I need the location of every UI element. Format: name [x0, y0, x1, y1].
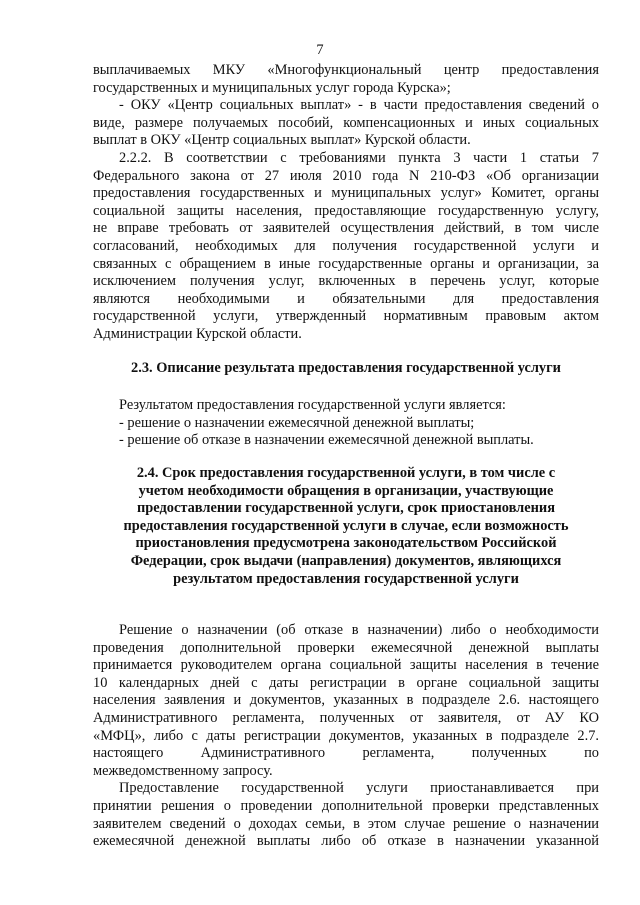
block-result-list — [93, 397, 599, 450]
list-item: - решение об отказе в назначении ежемесячной денежной выплаты. — [119, 432, 534, 449]
text-line: заявителем сведений о доходах семьи, в этом случае решение о назначении — [93, 815, 599, 832]
text-line: Решение о назначении (об отказе в назначении) либо о необходимости — [119, 622, 599, 638]
text-line: населения заявления и документов, указанных в подразделе 2.6. настоящего — [93, 692, 599, 709]
text-line: Администрации Курской области. — [93, 325, 302, 342]
text-line: принимается руководителем органа социальной защиты населения в течение — [93, 657, 599, 674]
text-line: Административного регламента, полученных от заявителя, от АУ КО — [93, 709, 599, 726]
text-line: не вправе требовать от заявителей осуществления действий, в том числе — [93, 220, 599, 237]
text-line: межведомственному запросу. — [93, 762, 273, 779]
text-line: Результатом предоставления государственной услуги является: — [119, 397, 506, 413]
text-line: - ОКУ «Центр социальных выплат» - в части предоставления сведений о — [119, 97, 599, 114]
text-line: «МФЦ», либо с даты регистрации документов, указанных в подразделе 2.7. — [93, 727, 599, 744]
text-line: проведения дополнительной проверки ежемесячной денежной выплаты — [93, 639, 599, 656]
text-line: принятии решения о проведении дополнительной проверки представленных — [93, 797, 599, 814]
heading-line: предоставлении государственной услуги, срок приостановления — [137, 500, 555, 517]
block-decision-terms — [93, 622, 599, 851]
text-line: государственных и муниципальных услуг города Курска»; — [93, 79, 451, 96]
heading-line: результатом предоставления государственной услуги — [173, 570, 519, 587]
text-line: виде, размере получаемых пособий, компенсационных и иных социальных — [93, 114, 599, 131]
text-line: связанных с обращением в иные государственные органы и организации, за — [93, 255, 599, 272]
text-line: Федерального закона от 27 июля 2010 года N 210-ФЗ «Об организации — [93, 167, 599, 184]
text-line: предоставления государственных и муниципальных услуг» Комитет, органы — [93, 185, 599, 202]
text-line: 2.2.2. В соответствии с требованиями пункта 3 части 1 статьи 7 — [119, 149, 599, 166]
heading-line: 2.4. Срок предоставления государственной услуги, в том числе с — [136, 465, 556, 481]
heading-line: 2.3. Описание результата предоставления государственной услуги — [131, 360, 561, 376]
section-heading-2-3 — [93, 360, 599, 378]
heading-line: учетом необходимости обращения в организации, участвующие — [138, 482, 554, 499]
heading-line: предоставления государственной услуги в случае, если возможность — [123, 517, 569, 534]
text-line: социальной защиты населения, предоставляющие государственную услугу, — [93, 202, 599, 219]
text-line: согласований, необходимых для получения государственной услуги и — [93, 237, 599, 254]
text-line: исключением получения услуг, включенных в перечень услуг, которые — [93, 273, 599, 290]
heading-line: Федерации, срок выдачи (направления) документов, являющихся — [130, 552, 562, 569]
text-line: выплат в ОКУ «Центр социальных выплат» Курской области. — [93, 132, 471, 149]
block-mfc-and-oku — [93, 62, 599, 344]
text-line: выплачиваемых МКУ «Многофункциональный центр предоставления — [93, 62, 599, 78]
page-number: 7 — [316, 42, 324, 58]
text-line: являются необходимыми и обязательными для предоставления — [93, 290, 599, 307]
list-item: - решение о назначении ежемесячной денежной выплаты; — [119, 414, 475, 431]
text-line: государственной услуги, утвержденный нормативным правовым актом — [93, 308, 599, 325]
heading-line: приостановления предусмотрена законодательством Российской — [135, 535, 557, 552]
text-line: 10 календарных дней с даты регистрации в органе социальной защиты — [93, 674, 599, 691]
text-line: ежемесячной денежной выплаты либо об отказе в назначении указанной — [93, 833, 599, 850]
text-line: Предоставление государственной услуги приостанавливается при — [119, 780, 599, 797]
text-line: настоящего Административного регламента, полученных по — [93, 745, 599, 762]
section-heading-2-4 — [93, 465, 599, 588]
